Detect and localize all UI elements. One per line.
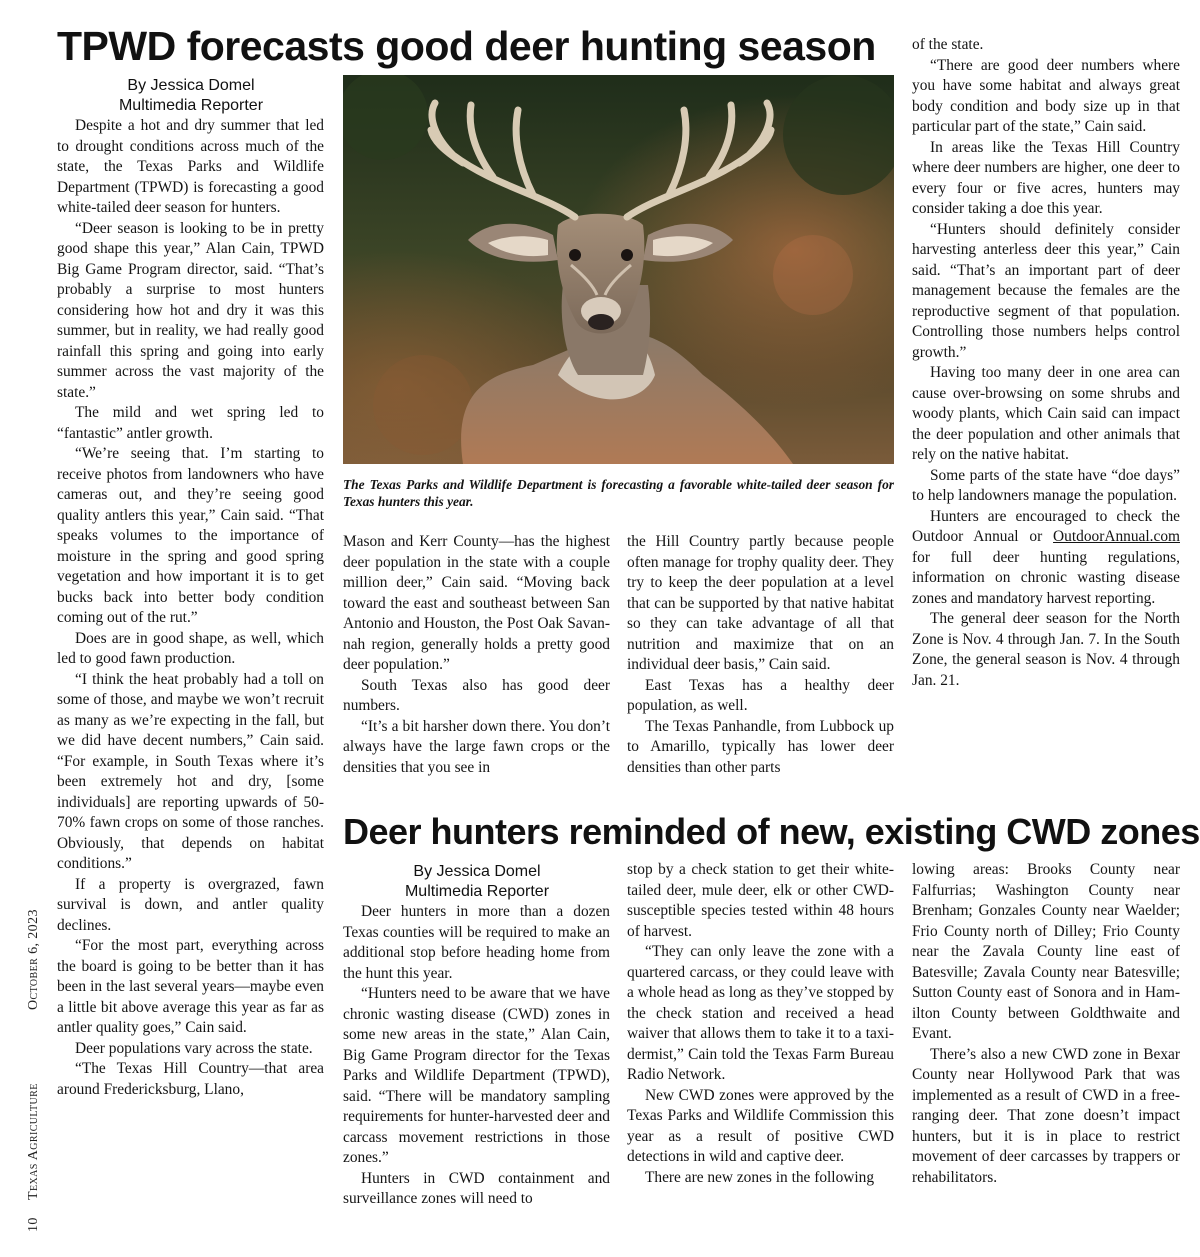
page-number: 10 — [26, 1217, 41, 1232]
paragraph: Mason and Kerr County—has the highest deer population in the state with a couple million deer,” Cain said. “Moving back toward the east and southeast between San Antonio and Houston, the Post Oak Savannah region, generally holds a pretty good deer population.” — [343, 533, 610, 673]
publication-name: Texas Agriculture — [26, 1083, 41, 1200]
paragraph: lowing areas: Brooks County near Falfurrias; Washington County near Brenham; Gonzales County near Waelder; Frio County north of Dilley; Frio County near the Zavala County line east of Batesville; Zavala County near Batesville; Sutton County east of Sonora and in Hamilton County between Goldthwaite and Evant. — [912, 861, 1180, 1042]
paragraph: In areas like the Texas Hill Country where deer numbers are higher, one deer to every four or five acres, hunters may consider taking a doe this year. — [912, 138, 1180, 217]
byline-name: By Jessica Domel — [127, 77, 255, 94]
paragraph: Some parts of the state have “doe days” to help landowners manage the population. — [912, 466, 1180, 504]
paragraph: The general deer season for the North Zone is Nov. 4 through Jan. 7. In the South Zone, the general season is Nov. 4 through Jan. 21. — [912, 610, 1180, 689]
paragraph: “For the most part, everything across the board is going to be better than it has been in the last several years—maybe even a little bit above average this year as far as antler quality goes,” Cain said. — [57, 937, 324, 1036]
outdoor-annual-link[interactable]: OutdoorAnnual.com — [1053, 528, 1180, 545]
paragraph: stop by a check station to get their white-tailed deer, mule deer, elk or other CWD-susceptible species tested within 48 hours of harvest. — [627, 861, 894, 940]
article1-byline — [57, 76, 325, 116]
paragraph: “Hunters need to be aware that we have chronic wasting disease (CWD) zones in some new areas in the state,” Alan Cain, Big Game Program director for the Texas Parks and Wildlife Department (TPWD), said. “There will be mandatory sampling requirements for hunter-harvested deer and carcass movement restrictions in those zones.” — [343, 985, 610, 1166]
paragraph: “Hunters should definitely consider harvesting anterless deer this year,” Cain said. “That’s an important part of deer management because the females are the reproductive segment of that population. Controlling those numbers helps control growth.” — [912, 220, 1180, 361]
paragraph: the Hill Country partly because people often manage for trophy quality deer. They try to keep the deer population at a level that can be supported by that native habitat so they can take advantage of all that nutrition and maximize that on an individual deer basis,” Cain said. — [627, 533, 894, 673]
page-folio — [26, 909, 42, 1232]
issue-date: October 6, 2023 — [26, 909, 41, 1010]
article2-column-2 — [627, 860, 894, 1188]
paragraph: The mild and wet spring led to “fantastic” antler growth. — [57, 404, 324, 442]
article1-column-1 — [57, 116, 324, 1100]
photo-caption: The Texas Parks and Wildlife Department is forecasting a favorable white-tailed deer season for Texas hunters this year. — [343, 477, 894, 509]
paragraph: Deer populations vary across the state. — [75, 1039, 313, 1057]
paragraph: “We’re seeing that. I’m starting to receive photos from landowners who have cameras out, and they’re seeing good quality antlers this year,” Cain said. “That speaks volumes to the importance of moisture in the spring and good spring vegetation and how important it is to get bucks back into better body condition coming out of the rut.” — [57, 445, 324, 626]
paragraph: “Deer season is looking to be in pretty good shape this year,” Alan Cain, TPWD Big Game Program director, said. “That’s probably a surprise to most hunters considering how hot and dry it was this summer, but in reality, we had really good rainfall this spring and going into early summer across the vast majority of the state.” — [57, 219, 324, 401]
text-span: for full deer hunting regulations, information on chronic wasting disease zones and mandatory harvest reporting. — [912, 548, 1180, 607]
paragraph: Having too many deer in one area can cause over-browsing on some shrubs and woody plants, which Cain said can impact the deer population and other animals that rely on the native habitat. — [912, 364, 1180, 463]
paragraph: South Texas also has good deer numbers. — [343, 676, 610, 714]
byline-title: Multimedia Reporter — [404, 883, 550, 900]
paragraph — [912, 507, 1180, 610]
text-span: Hunters are encouraged to check the Outdoor Annual or — [912, 507, 1180, 545]
paragraph: New CWD zones were approved by the Texas Parks and Wildlife Commission this year as a result of positive CWD detections in wild and captive deer. — [627, 1086, 894, 1165]
paragraph: “They can only leave the zone with a quartered carcass, or they could leave with a whole head as long as they’ve stopped by the check station and received a head waiver that allows them to take it to a taxidermist,” Cain told the Texas Farm Bureau Radio Network. — [627, 943, 894, 1083]
article1-column-2 — [343, 532, 610, 778]
paragraph: “I think the heat probably had a toll on some of those, and maybe we won’t recruit as many as we’re expecting in the fall, but we did have decent numbers,” Cain said. “For example, in South Texas where it’s been extremely hot and dry, [some individuals] are reporting upwards of 50-70% fawn crops on some of those ranches. Obviously, that depends on habitat conditions.” — [57, 670, 324, 872]
article2-column-3 — [912, 860, 1180, 1188]
paragraph: The Texas Panhandle, from Lubbock up to Amarillo, typically has lower deer densities than other parts — [627, 717, 894, 776]
article1-column-3 — [627, 532, 894, 778]
article1-column-4 — [912, 35, 1180, 691]
deer-photo — [343, 75, 894, 464]
paragraph: There are new zones in the following — [645, 1168, 875, 1186]
paragraph: East Texas has a healthy deer population, as well. — [627, 676, 894, 714]
article2-byline — [343, 862, 611, 902]
paragraph: Deer hunters in more than a dozen Texas counties will be required to make an additional stop before heading home from the hunt this year. — [343, 903, 610, 982]
article2-headline: Deer hunters reminded of new, existing CWD zones — [343, 811, 1200, 852]
paragraph: “The Texas Hill Country—that area around Fredericksburg, Llano, — [57, 1060, 324, 1098]
article1-headline: TPWD forecasts good deer hunting season — [57, 23, 876, 69]
paragraph: Despite a hot and dry summer that led to drought conditions across much of the state, the Texas Parks and Wildlife Department (TPWD) is forecasting a good white-tailed deer season for hunters. — [57, 117, 324, 216]
paragraph: “There are good deer numbers where you have some habitat and always great body condition and body size up in that particular part of the state,” Cain said. — [912, 56, 1180, 135]
paragraph: If a property is overgrazed, fawn survival is down, and antler quality declines. — [57, 875, 324, 934]
paragraph: Hunters in CWD containment and surveillance zones will need to — [343, 1169, 610, 1207]
paragraph: of the state. — [912, 36, 984, 53]
byline-title: Multimedia Reporter — [118, 97, 264, 114]
byline-name: By Jessica Domel — [413, 863, 541, 880]
paragraph: “It’s a bit harsher down there. You don’t always have the large fawn crops or the densities that you see in — [343, 717, 610, 776]
paragraph: Does are in good shape, as well, which led to good fawn production. — [57, 629, 324, 667]
article2-column-1 — [343, 902, 610, 1210]
paragraph: There’s also a new CWD zone in Bexar County near Hollywood Park that was implemented as a result of CWD in a free-ranging deer. That zone doesn’t impact hunters, but it is in place to restrict movement of deer carcasses by trappers or rehabilitators. — [912, 1045, 1180, 1186]
deer-illustration — [343, 75, 894, 464]
